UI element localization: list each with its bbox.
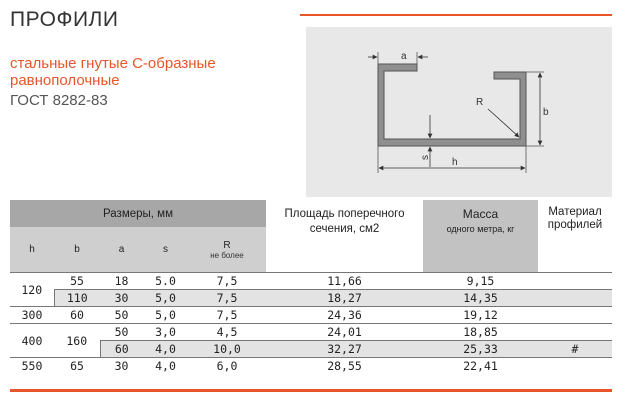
cell-r: 10,0 xyxy=(188,341,266,358)
area-header-line-1: Площадь поперечного xyxy=(284,208,405,220)
profile-diagram xyxy=(306,27,612,197)
cell-material: # xyxy=(538,341,612,358)
cell-r: 7,5 xyxy=(188,307,266,324)
table-row xyxy=(10,341,612,358)
table-row xyxy=(10,290,612,307)
mass-header xyxy=(423,200,538,273)
cell-a: 30 xyxy=(100,290,143,307)
cell-a: 18 xyxy=(100,273,143,290)
page-title: ПРОФИЛИ xyxy=(10,8,119,31)
cell-s: 4,0 xyxy=(143,341,188,358)
cell-s: 5,0 xyxy=(143,290,188,307)
dim-a-label: a xyxy=(401,51,407,62)
material-header-line-1: Материал xyxy=(548,206,602,218)
area-header-line-2: сечения, см2 xyxy=(309,223,380,235)
material-header xyxy=(538,200,612,273)
c-profile-drawing xyxy=(306,27,612,197)
col-r-note: не более xyxy=(210,250,244,260)
cell-area: 24,01 xyxy=(266,324,423,341)
dim-b-label: b xyxy=(543,107,549,118)
table-row xyxy=(10,273,612,290)
cell-b: 65 xyxy=(54,358,100,375)
profiles-table xyxy=(10,200,612,374)
dim-s-label: s xyxy=(420,155,431,160)
table-row xyxy=(10,307,612,324)
dim-h-label: h xyxy=(452,157,458,168)
cell-r: 4,5 xyxy=(188,324,266,341)
cell-mass: 14,35 xyxy=(423,290,538,307)
cell-material xyxy=(538,290,612,307)
bottom-divider xyxy=(10,389,612,392)
col-s-header: s xyxy=(143,227,188,273)
cell-a: 60 xyxy=(100,341,143,358)
standard-label: ГОСТ 8282-83 xyxy=(10,92,108,109)
cell-s: 5,0 xyxy=(143,307,188,324)
c-profile-shape xyxy=(378,64,526,146)
cell-area: 18,27 xyxy=(266,290,423,307)
cell-area: 28,55 xyxy=(266,358,423,375)
table-row xyxy=(10,358,612,375)
cell-s: 5.0 xyxy=(143,273,188,290)
radius-label: R xyxy=(476,97,484,108)
col-a-header: a xyxy=(100,227,143,273)
title-divider xyxy=(300,14,612,16)
mass-header-line-1: Масса xyxy=(462,207,499,221)
cell-area: 24,36 xyxy=(266,307,423,324)
table-row xyxy=(10,324,612,341)
cell-mass: 19,12 xyxy=(423,307,538,324)
cell-material xyxy=(538,273,612,290)
cell-material xyxy=(538,358,612,375)
col-r-label: R xyxy=(223,239,231,251)
col-h-header: h xyxy=(10,227,54,273)
cell-mass: 25,33 xyxy=(423,341,538,358)
mass-header-line-2: одного метра, кг xyxy=(446,224,515,234)
area-header xyxy=(266,200,423,273)
col-b-header: b xyxy=(54,227,100,273)
sizes-header: Размеры, мм xyxy=(10,200,266,227)
cell-b: 60 xyxy=(54,307,100,324)
cell-h: 120 xyxy=(10,273,54,307)
subtitle xyxy=(10,55,216,89)
material-header-line-2: профилей xyxy=(547,219,603,231)
cell-h: 550 xyxy=(10,358,54,375)
cell-area: 11,66 xyxy=(266,273,423,290)
cell-material xyxy=(538,324,612,341)
cell-a: 50 xyxy=(100,324,143,341)
cell-mass: 18,85 xyxy=(423,324,538,341)
cell-b: 55 xyxy=(54,273,100,290)
cell-b: 110 xyxy=(54,290,100,307)
cell-mass: 22,41 xyxy=(423,358,538,375)
cell-r: 6,0 xyxy=(188,358,266,375)
cell-h: 300 xyxy=(10,307,54,324)
subtitle-line-1: стальные гнутые С-образные xyxy=(10,55,216,72)
cell-h: 400 xyxy=(10,324,54,358)
cell-r: 7,5 xyxy=(188,273,266,290)
cell-r: 7,5 xyxy=(188,290,266,307)
cell-s: 4,0 xyxy=(143,358,188,375)
cell-area: 32,27 xyxy=(266,341,423,358)
cell-material xyxy=(538,307,612,324)
cell-mass: 9,15 xyxy=(423,273,538,290)
cell-s: 3,0 xyxy=(143,324,188,341)
cell-a: 50 xyxy=(100,307,143,324)
col-r-header xyxy=(188,227,266,273)
subtitle-line-2: равнополочные xyxy=(10,72,120,89)
cell-b: 160 xyxy=(54,324,100,358)
cell-a: 30 xyxy=(100,358,143,375)
